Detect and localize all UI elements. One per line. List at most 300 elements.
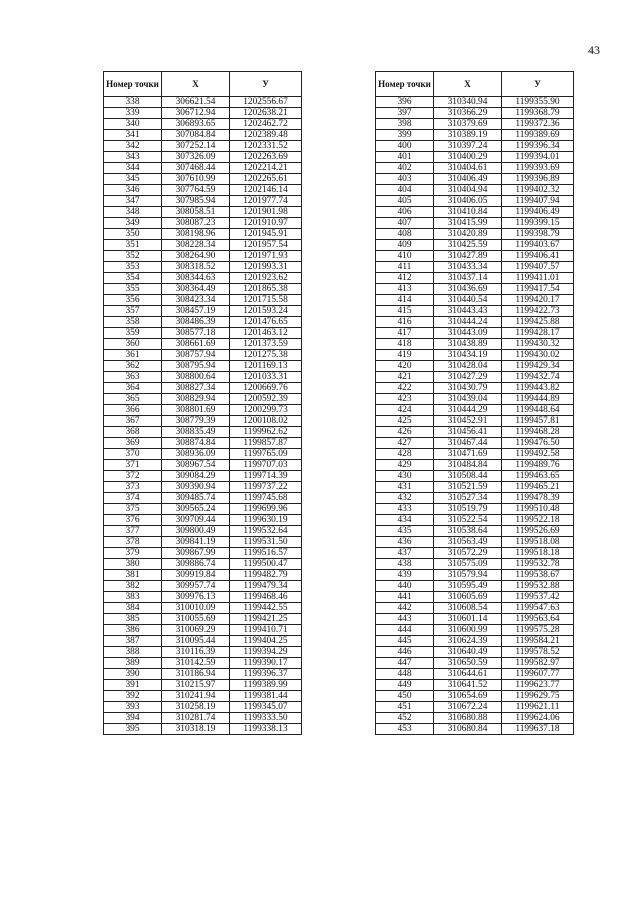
cell-x: 310572.29 — [434, 548, 502, 559]
cell-y: 1199465.21 — [502, 482, 574, 493]
cell-point-number: 374 — [104, 493, 162, 504]
cell-point-number: 400 — [376, 141, 434, 152]
cell-point-number: 349 — [104, 218, 162, 229]
table-row — [104, 537, 302, 548]
cell-y: 1199355.90 — [502, 97, 574, 108]
table-row — [376, 284, 574, 295]
table-row — [376, 515, 574, 526]
cell-x: 307764.59 — [162, 185, 230, 196]
table-row — [104, 713, 302, 724]
table-row — [376, 526, 574, 537]
table-row — [104, 636, 302, 647]
cell-point-number: 433 — [376, 504, 434, 515]
table-row — [104, 592, 302, 603]
cell-x: 309867.99 — [162, 548, 230, 559]
cell-point-number: 359 — [104, 328, 162, 339]
cell-y: 1199518.08 — [502, 537, 574, 548]
cell-x: 310579.94 — [434, 570, 502, 581]
table-row — [104, 130, 302, 141]
cell-x: 310436.69 — [434, 284, 502, 295]
cell-point-number: 421 — [376, 372, 434, 383]
cell-point-number: 436 — [376, 537, 434, 548]
cell-x: 310680.84 — [434, 724, 502, 735]
cell-x: 310404.61 — [434, 163, 502, 174]
cell-x: 310437.14 — [434, 273, 502, 284]
table-row — [104, 185, 302, 196]
cell-point-number: 442 — [376, 603, 434, 614]
cell-point-number: 419 — [376, 350, 434, 361]
cell-point-number: 360 — [104, 339, 162, 350]
cell-point-number: 385 — [104, 614, 162, 625]
cell-y: 1200669.76 — [230, 383, 302, 394]
cell-x: 310443.09 — [434, 328, 502, 339]
table-row — [104, 218, 302, 229]
cell-y: 1199394.29 — [230, 647, 302, 658]
table-row — [104, 163, 302, 174]
cell-point-number: 386 — [104, 625, 162, 636]
cell-y: 1199531.50 — [230, 537, 302, 548]
cell-y: 1199516.57 — [230, 548, 302, 559]
cell-point-number: 432 — [376, 493, 434, 504]
table-row — [104, 570, 302, 581]
cell-x: 308364.49 — [162, 284, 230, 295]
cell-y: 1199745.68 — [230, 493, 302, 504]
cell-point-number: 355 — [104, 284, 162, 295]
cell-y: 1199857.87 — [230, 438, 302, 449]
cell-y: 1201910.97 — [230, 218, 302, 229]
cell-point-number: 389 — [104, 658, 162, 669]
table-row — [104, 416, 302, 427]
table-row — [376, 548, 574, 559]
cell-x: 310575.09 — [434, 559, 502, 570]
table-row — [104, 449, 302, 460]
cell-x: 310281.74 — [162, 713, 230, 724]
table-row — [104, 581, 302, 592]
cell-x: 310600.99 — [434, 625, 502, 636]
cell-point-number: 424 — [376, 405, 434, 416]
table-row — [104, 273, 302, 284]
cell-point-number: 401 — [376, 152, 434, 163]
cell-x: 310624.39 — [434, 636, 502, 647]
table-row — [104, 504, 302, 515]
cell-point-number: 367 — [104, 416, 162, 427]
cell-x: 309709.44 — [162, 515, 230, 526]
cell-point-number: 405 — [376, 196, 434, 207]
table-row — [376, 559, 574, 570]
cell-point-number: 371 — [104, 460, 162, 471]
table-row — [376, 317, 574, 328]
cell-y: 1199407.57 — [502, 262, 574, 273]
cell-y: 1199444.89 — [502, 394, 574, 405]
table-row — [376, 339, 574, 350]
cell-point-number: 444 — [376, 625, 434, 636]
cell-x: 310415.99 — [434, 218, 502, 229]
cell-point-number: 431 — [376, 482, 434, 493]
table-row — [104, 152, 302, 163]
cell-point-number: 437 — [376, 548, 434, 559]
cell-x: 310605.69 — [434, 592, 502, 603]
cell-point-number: 380 — [104, 559, 162, 570]
cell-point-number: 368 — [104, 427, 162, 438]
cell-x: 308058.51 — [162, 207, 230, 218]
cell-x: 310318.19 — [162, 724, 230, 735]
cell-point-number: 384 — [104, 603, 162, 614]
table-row — [104, 97, 302, 108]
cell-y: 1199389.99 — [230, 680, 302, 691]
cell-point-number: 343 — [104, 152, 162, 163]
cell-y: 1202556.67 — [230, 97, 302, 108]
cell-x: 310522.54 — [434, 515, 502, 526]
cell-y: 1199396.89 — [502, 174, 574, 185]
table-row — [376, 680, 574, 691]
table-body-right — [376, 97, 574, 735]
cell-point-number: 366 — [104, 405, 162, 416]
cell-point-number: 354 — [104, 273, 162, 284]
cell-x: 310467.44 — [434, 438, 502, 449]
cell-point-number: 408 — [376, 229, 434, 240]
table-row — [376, 119, 574, 130]
cell-point-number: 353 — [104, 262, 162, 273]
cell-point-number: 417 — [376, 328, 434, 339]
cell-y: 1201715.58 — [230, 295, 302, 306]
cell-point-number: 428 — [376, 449, 434, 460]
cell-point-number: 351 — [104, 240, 162, 251]
cell-point-number: 338 — [104, 97, 162, 108]
cell-point-number: 356 — [104, 295, 162, 306]
cell-point-number: 398 — [376, 119, 434, 130]
cell-y: 1199368.79 — [502, 108, 574, 119]
cell-x: 310563.49 — [434, 537, 502, 548]
cell-y: 1199345.07 — [230, 702, 302, 713]
table-row — [376, 658, 574, 669]
table-row — [104, 207, 302, 218]
cell-point-number: 441 — [376, 592, 434, 603]
cell-x: 310434.19 — [434, 350, 502, 361]
cell-point-number: 361 — [104, 350, 162, 361]
table-row — [376, 196, 574, 207]
table-row — [104, 493, 302, 504]
cell-point-number: 350 — [104, 229, 162, 240]
cell-x: 308801.69 — [162, 405, 230, 416]
cell-point-number: 370 — [104, 449, 162, 460]
cell-x: 310215.97 — [162, 680, 230, 691]
cell-y: 1199407.94 — [502, 196, 574, 207]
cell-x: 308228.34 — [162, 240, 230, 251]
cell-y: 1199468.28 — [502, 427, 574, 438]
cell-x: 308936.09 — [162, 449, 230, 460]
cell-y: 1199699.96 — [230, 504, 302, 515]
cell-y: 1199432.74 — [502, 372, 574, 383]
cell-y: 1202263.69 — [230, 152, 302, 163]
cell-y: 1202265.61 — [230, 174, 302, 185]
cell-x: 310484.84 — [434, 460, 502, 471]
cell-x: 310258.19 — [162, 702, 230, 713]
cell-y: 1199500.47 — [230, 559, 302, 570]
table-row — [104, 229, 302, 240]
cell-point-number: 418 — [376, 339, 434, 350]
cell-x: 310116.39 — [162, 647, 230, 658]
cell-point-number: 372 — [104, 471, 162, 482]
table-row — [376, 691, 574, 702]
cell-y: 1199402.32 — [502, 185, 574, 196]
cell-point-number: 375 — [104, 504, 162, 515]
cell-x: 309886.74 — [162, 559, 230, 570]
cell-y: 1201373.59 — [230, 339, 302, 350]
cell-y: 1199372.36 — [502, 119, 574, 130]
cell-point-number: 369 — [104, 438, 162, 449]
table-row — [104, 515, 302, 526]
table-row — [104, 669, 302, 680]
cell-y: 1202389.48 — [230, 130, 302, 141]
cell-point-number: 396 — [376, 97, 434, 108]
table-row — [376, 449, 574, 460]
cell-x: 309841.19 — [162, 537, 230, 548]
table-row — [376, 185, 574, 196]
cell-x: 310406.05 — [434, 196, 502, 207]
cell-point-number: 348 — [104, 207, 162, 218]
cell-point-number: 452 — [376, 713, 434, 724]
cell-x: 309976.13 — [162, 592, 230, 603]
table-row — [104, 317, 302, 328]
table-row — [376, 471, 574, 482]
cell-y: 1199629.75 — [502, 691, 574, 702]
cell-x: 310452.91 — [434, 416, 502, 427]
cell-x: 310420.89 — [434, 229, 502, 240]
cell-x: 310601.14 — [434, 614, 502, 625]
cell-y: 1201463.12 — [230, 328, 302, 339]
cell-point-number: 383 — [104, 592, 162, 603]
cell-y: 1199428.17 — [502, 328, 574, 339]
cell-x: 308423.34 — [162, 295, 230, 306]
cell-point-number: 445 — [376, 636, 434, 647]
table-row — [376, 97, 574, 108]
cell-y: 1201993.31 — [230, 262, 302, 273]
cell-x: 309957.74 — [162, 581, 230, 592]
cell-point-number: 402 — [376, 163, 434, 174]
cell-point-number: 403 — [376, 174, 434, 185]
cell-y: 1199406.49 — [502, 207, 574, 218]
cell-x: 310471.69 — [434, 449, 502, 460]
cell-y: 1199399.15 — [502, 218, 574, 229]
cell-point-number: 392 — [104, 691, 162, 702]
cell-y: 1199492.58 — [502, 449, 574, 460]
table-row — [104, 614, 302, 625]
cell-y: 1199575.28 — [502, 625, 574, 636]
page-number: 43 — [588, 43, 600, 57]
table-row — [104, 361, 302, 372]
cell-x: 310433.34 — [434, 262, 502, 273]
cell-x: 307326.09 — [162, 152, 230, 163]
cell-point-number: 435 — [376, 526, 434, 537]
table-row — [376, 460, 574, 471]
cell-x: 310425.59 — [434, 240, 502, 251]
cell-point-number: 443 — [376, 614, 434, 625]
table-row — [104, 559, 302, 570]
table-row — [104, 174, 302, 185]
table-body-left — [104, 97, 302, 735]
table-row — [104, 460, 302, 471]
cell-point-number: 390 — [104, 669, 162, 680]
cell-y: 1201865.38 — [230, 284, 302, 295]
cell-x: 309919.84 — [162, 570, 230, 581]
table-row — [104, 119, 302, 130]
cell-x: 310095.44 — [162, 636, 230, 647]
table-row — [376, 108, 574, 119]
cell-point-number: 425 — [376, 416, 434, 427]
cell-y: 1201945.91 — [230, 229, 302, 240]
table-row — [104, 405, 302, 416]
cell-point-number: 388 — [104, 647, 162, 658]
cell-y: 1199417.54 — [502, 284, 574, 295]
table-row — [376, 383, 574, 394]
cell-x: 310538.64 — [434, 526, 502, 537]
cell-y: 1202638.21 — [230, 108, 302, 119]
table-row — [104, 306, 302, 317]
table-row — [376, 405, 574, 416]
cell-y: 1199463.65 — [502, 471, 574, 482]
cell-x: 310397.24 — [434, 141, 502, 152]
table-row — [104, 724, 302, 735]
header-x: X — [162, 72, 230, 97]
cell-y: 1199394.01 — [502, 152, 574, 163]
cell-y: 1199621.11 — [502, 702, 574, 713]
cell-x: 307610.99 — [162, 174, 230, 185]
cell-y: 1199707.03 — [230, 460, 302, 471]
cell-point-number: 446 — [376, 647, 434, 658]
cell-x: 308829.94 — [162, 394, 230, 405]
cell-y: 1201957.54 — [230, 240, 302, 251]
cell-x: 310440.54 — [434, 295, 502, 306]
table-row — [376, 702, 574, 713]
cell-y: 1199532.78 — [502, 559, 574, 570]
table-row — [104, 702, 302, 713]
cell-x: 307468.44 — [162, 163, 230, 174]
cell-point-number: 422 — [376, 383, 434, 394]
table-row — [104, 691, 302, 702]
table-row — [376, 174, 574, 185]
table-row — [104, 482, 302, 493]
cell-point-number: 411 — [376, 262, 434, 273]
cell-y: 1199582.97 — [502, 658, 574, 669]
cell-x: 310427.29 — [434, 372, 502, 383]
header-y: У — [502, 72, 574, 97]
cell-point-number: 410 — [376, 251, 434, 262]
cell-y: 1199510.48 — [502, 504, 574, 515]
table-row — [104, 383, 302, 394]
table-row — [104, 295, 302, 306]
cell-x: 308344.63 — [162, 273, 230, 284]
cell-x: 310650.59 — [434, 658, 502, 669]
cell-y: 1199420.17 — [502, 295, 574, 306]
table-row — [376, 273, 574, 284]
cell-y: 1199765.09 — [230, 449, 302, 460]
cell-point-number: 447 — [376, 658, 434, 669]
cell-y: 1199396.37 — [230, 669, 302, 680]
cell-x: 308757.94 — [162, 350, 230, 361]
table-row — [104, 284, 302, 295]
cell-y: 1199962.62 — [230, 427, 302, 438]
table-row — [376, 493, 574, 504]
cell-x: 308198.96 — [162, 229, 230, 240]
cell-x: 310340.94 — [434, 97, 502, 108]
cell-x: 308874.84 — [162, 438, 230, 449]
cell-x: 309565.24 — [162, 504, 230, 515]
cell-x: 310428.04 — [434, 361, 502, 372]
cell-point-number: 394 — [104, 713, 162, 724]
table-row — [376, 229, 574, 240]
cell-point-number: 342 — [104, 141, 162, 152]
cell-x: 308318.52 — [162, 262, 230, 273]
cell-x: 310430.79 — [434, 383, 502, 394]
cell-x: 310010.09 — [162, 603, 230, 614]
table-row — [376, 295, 574, 306]
cell-x: 308779.39 — [162, 416, 230, 427]
cell-point-number: 430 — [376, 471, 434, 482]
table-row — [104, 658, 302, 669]
cell-point-number: 387 — [104, 636, 162, 647]
table-row — [104, 427, 302, 438]
cell-x: 308457.19 — [162, 306, 230, 317]
cell-y: 1199422.73 — [502, 306, 574, 317]
cell-y: 1199430.02 — [502, 350, 574, 361]
cell-y: 1199607.77 — [502, 669, 574, 680]
cell-point-number: 379 — [104, 548, 162, 559]
cell-point-number: 412 — [376, 273, 434, 284]
cell-point-number: 416 — [376, 317, 434, 328]
cell-point-number: 352 — [104, 251, 162, 262]
cell-x: 310427.89 — [434, 251, 502, 262]
cell-x: 307985.94 — [162, 196, 230, 207]
cell-point-number: 434 — [376, 515, 434, 526]
table-row — [376, 504, 574, 515]
cell-x: 308486.39 — [162, 317, 230, 328]
table-row — [376, 625, 574, 636]
table-row — [104, 240, 302, 251]
cell-point-number: 448 — [376, 669, 434, 680]
cell-y: 1199537.42 — [502, 592, 574, 603]
cell-point-number: 364 — [104, 383, 162, 394]
cell-point-number: 426 — [376, 427, 434, 438]
table-row — [376, 130, 574, 141]
cell-x: 310641.52 — [434, 680, 502, 691]
table-row — [376, 416, 574, 427]
cell-point-number: 362 — [104, 361, 162, 372]
table-row — [376, 592, 574, 603]
cell-y: 1199390.17 — [230, 658, 302, 669]
cell-y: 1199714.39 — [230, 471, 302, 482]
cell-y: 1201476.65 — [230, 317, 302, 328]
table-row — [376, 438, 574, 449]
cell-y: 1199526.69 — [502, 526, 574, 537]
cell-y: 1199403.67 — [502, 240, 574, 251]
cell-x: 310595.49 — [434, 581, 502, 592]
table-row — [104, 328, 302, 339]
cell-y: 1199406.41 — [502, 251, 574, 262]
cell-x: 308800.64 — [162, 372, 230, 383]
cell-point-number: 397 — [376, 108, 434, 119]
cell-x: 310410.84 — [434, 207, 502, 218]
cell-x: 310366.29 — [434, 108, 502, 119]
cell-x: 310438.89 — [434, 339, 502, 350]
table-row — [104, 141, 302, 152]
cell-y: 1199584.21 — [502, 636, 574, 647]
cell-y: 1199482.79 — [230, 570, 302, 581]
cell-x: 308835.49 — [162, 427, 230, 438]
cell-y: 1199381.44 — [230, 691, 302, 702]
cell-point-number: 393 — [104, 702, 162, 713]
cell-y: 1200592.39 — [230, 394, 302, 405]
cell-y: 1199448.64 — [502, 405, 574, 416]
